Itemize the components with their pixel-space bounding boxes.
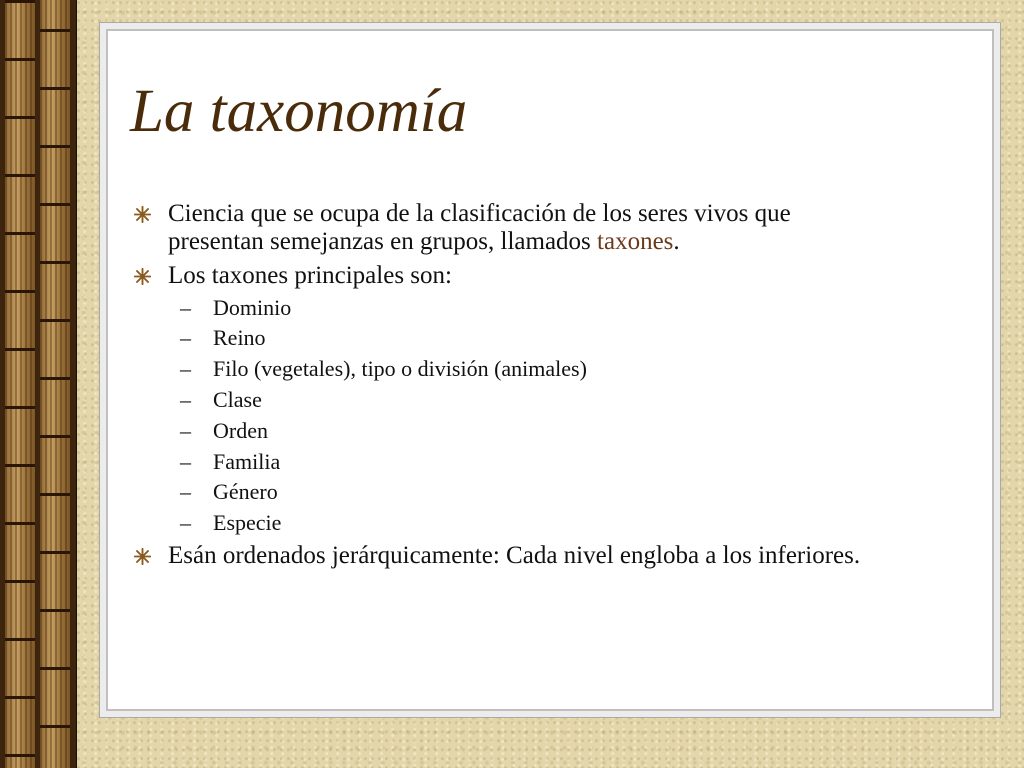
taxon-label: Especie	[213, 510, 282, 535]
taxon-label: Orden	[213, 418, 268, 443]
taxon-item	[180, 479, 278, 505]
taxon-label: Reino	[213, 325, 266, 350]
taxon-item	[180, 325, 266, 351]
taxon-item	[180, 295, 292, 321]
slide-title: La taxonomía	[130, 78, 468, 145]
dash-bullet-icon: –	[180, 479, 191, 504]
taxon-label: Género	[213, 479, 278, 504]
taxones-highlight: taxones	[597, 228, 674, 255]
taxon-label: Dominio	[213, 295, 292, 320]
bullet-main-taxa-text: Los taxones principales son:	[168, 262, 452, 289]
taxon-item	[180, 387, 262, 413]
taxon-label: Filo (vegetales), tipo o división (animales)	[213, 356, 587, 381]
dash-bullet-icon: –	[180, 449, 191, 474]
bullet-definition-cont	[168, 228, 680, 256]
bullet-definition	[168, 200, 791, 228]
bullet-hierarchy-text: Esán ordenados jerárquicamente: Cada nivel engloba a los inferiores.	[168, 542, 861, 569]
dash-bullet-icon: –	[180, 295, 191, 320]
dash-bullet-icon: –	[180, 325, 191, 350]
star-bullet-icon	[134, 548, 151, 565]
taxon-item	[180, 510, 282, 536]
star-bullet-icon	[134, 268, 151, 285]
dash-bullet-icon: –	[180, 387, 191, 412]
taxon-label: Clase	[213, 387, 262, 412]
bullet-hierarchy	[168, 542, 860, 570]
star-bullet-icon	[134, 206, 151, 223]
bullet-definition-period: .	[673, 228, 680, 255]
dash-bullet-icon: –	[180, 510, 191, 535]
bullet-definition-line1: Ciencia que se ocupa de la clasificación de los seres vivos que	[168, 200, 791, 227]
taxon-label: Familia	[213, 449, 281, 474]
taxon-item	[180, 356, 587, 382]
taxon-item	[180, 418, 268, 444]
dash-bullet-icon: –	[180, 356, 191, 381]
dash-bullet-icon: –	[180, 418, 191, 443]
taxon-item	[180, 449, 281, 475]
bullet-main-taxa	[168, 262, 452, 290]
bullet-definition-line2: presentan semejanzas en grupos, llamados	[168, 228, 598, 255]
